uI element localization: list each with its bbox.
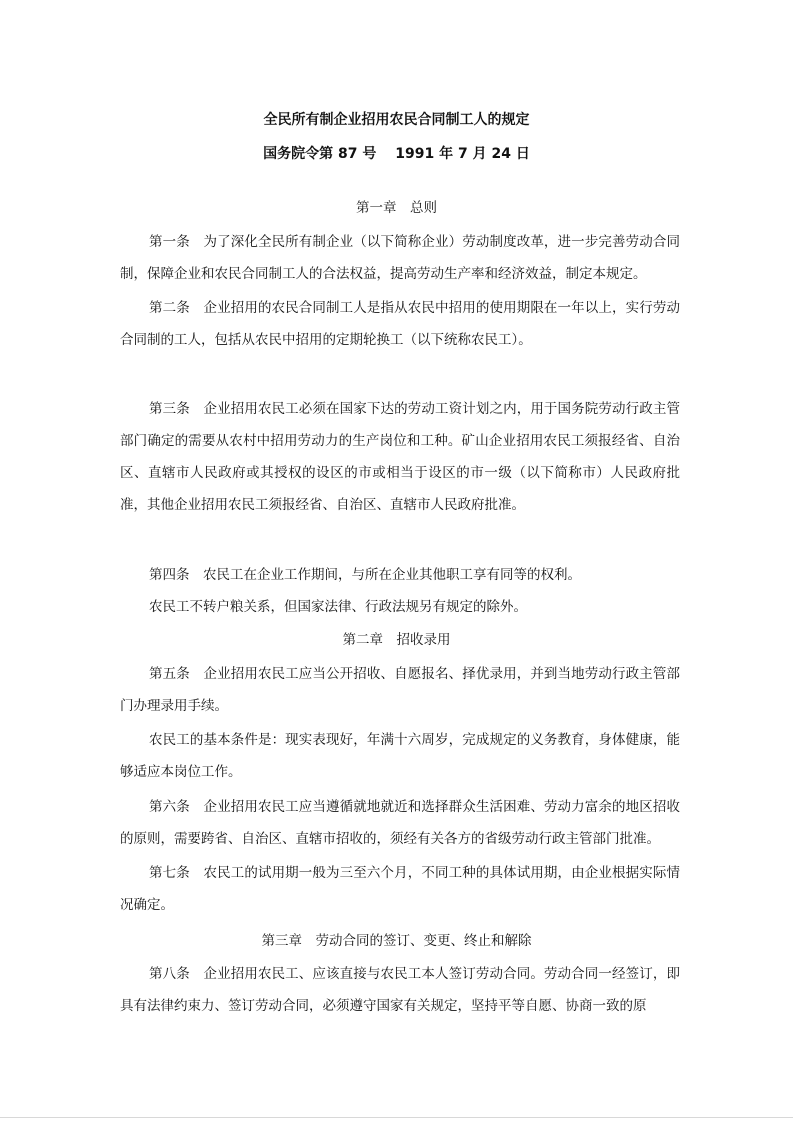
article-7: 第七条 农民工的试用期一般为三至六个月，不同工种的具体试用期，由企业根据实际情况确定。 (120, 865, 680, 913)
page-bottom-divider (0, 1117, 793, 1118)
article-1: 第一条 为了深化全民所有制企业（以下简称企业）劳动制度改革，进一步完善劳动合同制，保障企业和农民合同制工人的合法权益，提高劳动生产率和经济效益，制定本规定。 (120, 234, 680, 282)
article-3: 第三条 企业招用农民工必须在国家下达的劳动工资计划之内，用于国务院劳动行政主管部门确定的需要从农村中招用劳动力的生产岗位和工种。矿山企业招用农民工须报经省、自治区、直辖市人民政府或其授权的设区的市或相当于设区的市一级（以下简称市）人民政府批准，其他企业招用农民工须报经省、自治区、直辖市人民政府批准。 (120, 401, 680, 513)
chapter-heading-1: 第一章 总则 (356, 200, 437, 216)
chapter-heading-3: 第三章 劳动合同的签订、变更、终止和解除 (261, 933, 532, 949)
article-4: 第四条 农民工在企业工作期间，与所在企业其他职工享有同等的权利。 (149, 567, 581, 583)
article-4-paragraph-2: 农民工不转户粮关系，但国家法律、行政法规另有规定的除外。 (149, 599, 527, 615)
article-5: 第五条 企业招用农民工应当公开招收、自愿报名、择优录用，并到当地劳动行政主管部门办理录用手续。 (120, 666, 680, 714)
article-2: 第二条 企业招用的农民合同制工人是指从农民中招用的使用期限在一年以上，实行劳动合同制的工人，包括从农民中招用的定期轮换工（以下统称农民工）。 (120, 300, 680, 348)
chapter-heading-2: 第二章 招收录用 (342, 632, 451, 648)
article-8: 第八条 企业招用农民工、应该直接与农民工本人签订劳动合同。劳动合同一经签订，即具有法律约束力、签订劳动合同，必须遵守国家有关规定，坚持平等自愿、协商一致的原 (120, 966, 680, 1014)
article-6: 第六条 企业招用农民工应当遵循就地就近和选择群众生活困难、劳动力富余的地区招收的原则，需要跨省、自治区、直辖市招收的，须经有关各方的省级劳动行政主管部门批准。 (120, 799, 680, 847)
document-subtitle: 国务院令第 87 号 1991 年 7 月 24 日 (263, 146, 530, 162)
article-5-paragraph-2: 农民工的基本条件是：现实表现好，年满十六周岁，完成规定的义务教育，身体健康，能够适应本岗位工作。 (120, 732, 680, 780)
document-title: 全民所有制企业招用农民合同制工人的规定 (263, 112, 530, 128)
